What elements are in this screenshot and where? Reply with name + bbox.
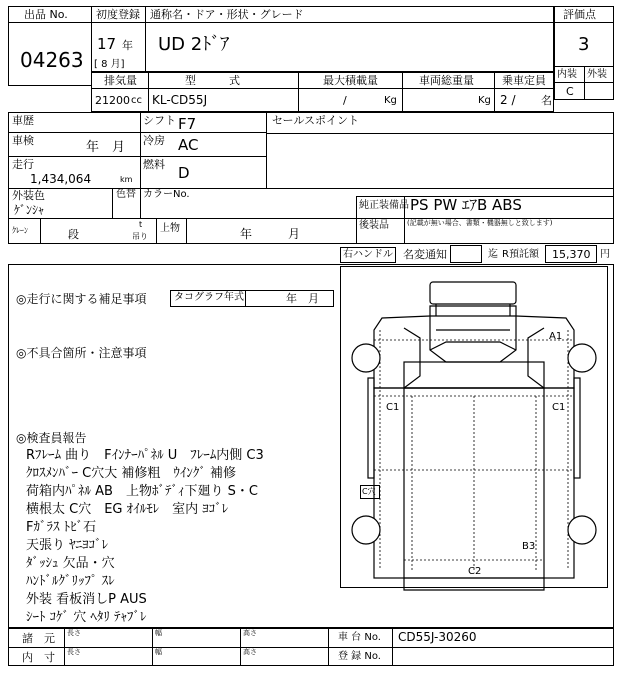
report-line: ﾀﾞｯｼｭ 欠品・穴 bbox=[26, 556, 115, 571]
first-reg-label: 初度登録 bbox=[96, 8, 140, 21]
exterior-label: 外装 bbox=[587, 69, 607, 80]
shift-label: シフト bbox=[143, 114, 176, 127]
report-line: 外装 看板消しP AUS bbox=[26, 592, 147, 607]
rhd-text: 右ハンドル bbox=[343, 249, 393, 260]
shift-value: F7 bbox=[178, 115, 197, 133]
type-label: 型 式 bbox=[185, 74, 240, 87]
yen-unit: 円 bbox=[600, 249, 610, 260]
tachograph-label: タコグラフ年式 bbox=[174, 292, 244, 303]
tachograph-value: 年 月 bbox=[286, 292, 319, 305]
sales-point-label: セールスポイント bbox=[272, 114, 360, 127]
report-title: ◎検査員報告 bbox=[16, 431, 87, 445]
in-length: 長さ bbox=[67, 648, 81, 656]
crane-ton: t bbox=[139, 220, 143, 229]
name-label: 通称名・ドア・形状・グレード bbox=[150, 8, 304, 21]
model-name: UD 2ﾄﾞｱ bbox=[158, 34, 230, 55]
color-code-label: カラーNo. bbox=[143, 189, 190, 200]
cc-unit: cc bbox=[131, 95, 142, 106]
in-width: 幅 bbox=[155, 648, 162, 656]
inspection-value: 年 月 bbox=[86, 140, 126, 155]
interior-size-label: 内 寸 bbox=[22, 651, 55, 664]
model-code: KL-CD55J bbox=[152, 93, 208, 107]
interior-grade: C bbox=[566, 85, 574, 98]
dim-length: 長さ bbox=[67, 629, 81, 637]
report-line: Rﾌﾚｰﾑ 曲り Fｲﾝﾅｰﾊﾟﾈﾙ U ﾌﾚｰﾑ内側 C3 bbox=[26, 448, 264, 463]
load-kg: Kg bbox=[384, 95, 397, 106]
upper-value: 年 月 bbox=[240, 227, 301, 241]
mark-c2: C2 bbox=[468, 566, 482, 577]
name-change-label: 名変通知 bbox=[403, 248, 447, 261]
dim-label: 諸 元 bbox=[22, 632, 55, 645]
fuel-value: D bbox=[178, 164, 190, 182]
inspection-label: 車検 bbox=[12, 134, 34, 147]
report-line: Fｶﾞﾗｽ ﾄﾋﾞ石 bbox=[26, 520, 97, 535]
deposit-amount: 15,370 bbox=[552, 248, 591, 261]
gross-kg: Kg bbox=[478, 95, 491, 106]
overall-grade: 3 bbox=[578, 34, 590, 55]
capacity-unit: 名 bbox=[541, 94, 552, 107]
mark-c1-right: C1 bbox=[552, 402, 566, 413]
reg-year-unit: 年 bbox=[122, 39, 133, 52]
in-height: 高さ bbox=[243, 648, 257, 656]
crane-stage: 段 bbox=[68, 228, 79, 241]
reg-year: 17 bbox=[97, 35, 117, 53]
displacement-label: 排気量 bbox=[104, 74, 137, 87]
max-load-label: 最大積載量 bbox=[323, 74, 378, 87]
chassis-number: CD55J-30260 bbox=[398, 630, 477, 644]
reg-month: [ 8 月] bbox=[94, 59, 125, 70]
report-line: 横根太 C穴 EG ｵｲﾙﾓﾚ 室内 ﾖｺﾞﾚ bbox=[26, 502, 229, 517]
report-line: 荷箱内ﾊﾟﾈﾙ AB 上物ﾎﾞﾃﾞｨ下廻り S・C bbox=[26, 484, 258, 499]
load-slash: / bbox=[343, 94, 347, 107]
lot-label: 出品 No. bbox=[24, 8, 68, 21]
ext-color-label: 外装色 bbox=[12, 189, 45, 202]
color-change-label: 色替 bbox=[116, 189, 136, 200]
ac-value: AC bbox=[178, 136, 199, 154]
report-line: ｸﾛｽﾒﾝﾊﾞｰ C穴大 補修粗 ｳｲﾝｸﾞ 補修 bbox=[26, 466, 236, 481]
dim-width: 幅 bbox=[155, 629, 162, 637]
ext-color-value: ｹﾞﾝｼｬ bbox=[14, 203, 45, 217]
lot-number: 04263 bbox=[20, 48, 84, 72]
deposit-label: R預託額 bbox=[502, 249, 539, 260]
upper-label: 上物 bbox=[160, 223, 180, 234]
fuel-label: 燃料 bbox=[143, 158, 165, 171]
capacity-value: 2 / bbox=[500, 93, 516, 107]
chassis-label: 車 台 No. bbox=[338, 632, 381, 643]
crane-hoist: 吊り bbox=[132, 232, 148, 241]
history-label: 車歴 bbox=[12, 114, 34, 127]
driving-title: ◎走行に関する補足事項 bbox=[16, 292, 147, 306]
aftermarket-note: (記載が無い場合、書類・機器無しと致します) bbox=[407, 219, 553, 227]
mark-c1-left: C1 bbox=[386, 402, 400, 413]
gross-weight-label: 車両総重量 bbox=[419, 74, 474, 87]
mark-c-hole: C穴 bbox=[362, 487, 376, 496]
mark-b3: B3 bbox=[522, 541, 536, 552]
interior-label: 内装 bbox=[557, 69, 577, 80]
report-line: ｼｰﾄ ｺｹﾞ 穴 ﾍﾀﾘ ﾃｬﾌﾞﾚ bbox=[26, 610, 147, 625]
report-line: 天張り ﾔﾆﾖｺﾞﾚ bbox=[26, 538, 109, 553]
defects-title: ◎不具合箇所・注意事項 bbox=[16, 346, 147, 360]
ac-label: 冷房 bbox=[143, 134, 165, 147]
aftermarket-label: 後装品 bbox=[359, 220, 389, 231]
equipment-value: PS PW ｴｱB ABS bbox=[410, 196, 522, 214]
mileage-label: 走行 bbox=[12, 158, 34, 171]
mark-a1: A1 bbox=[549, 331, 563, 342]
equipment-label: 純正装備品 bbox=[359, 200, 409, 211]
mileage-unit: km bbox=[120, 175, 133, 184]
crane-label: ｸﾚｰﾝ bbox=[12, 226, 28, 235]
capacity-label: 乗車定員 bbox=[502, 74, 546, 87]
grade-label: 評価点 bbox=[563, 8, 596, 21]
deposit-until: 迄 bbox=[488, 249, 498, 260]
displacement-value: 21200 bbox=[95, 94, 130, 107]
reg-label: 登 録 No. bbox=[338, 651, 381, 662]
report-line: ﾊﾝﾄﾞﾙｸﾞﾘｯﾌﾟ ｽﾚ bbox=[26, 574, 115, 589]
mileage-value: 1,434,064 bbox=[30, 172, 92, 186]
dim-height: 高さ bbox=[243, 629, 257, 637]
